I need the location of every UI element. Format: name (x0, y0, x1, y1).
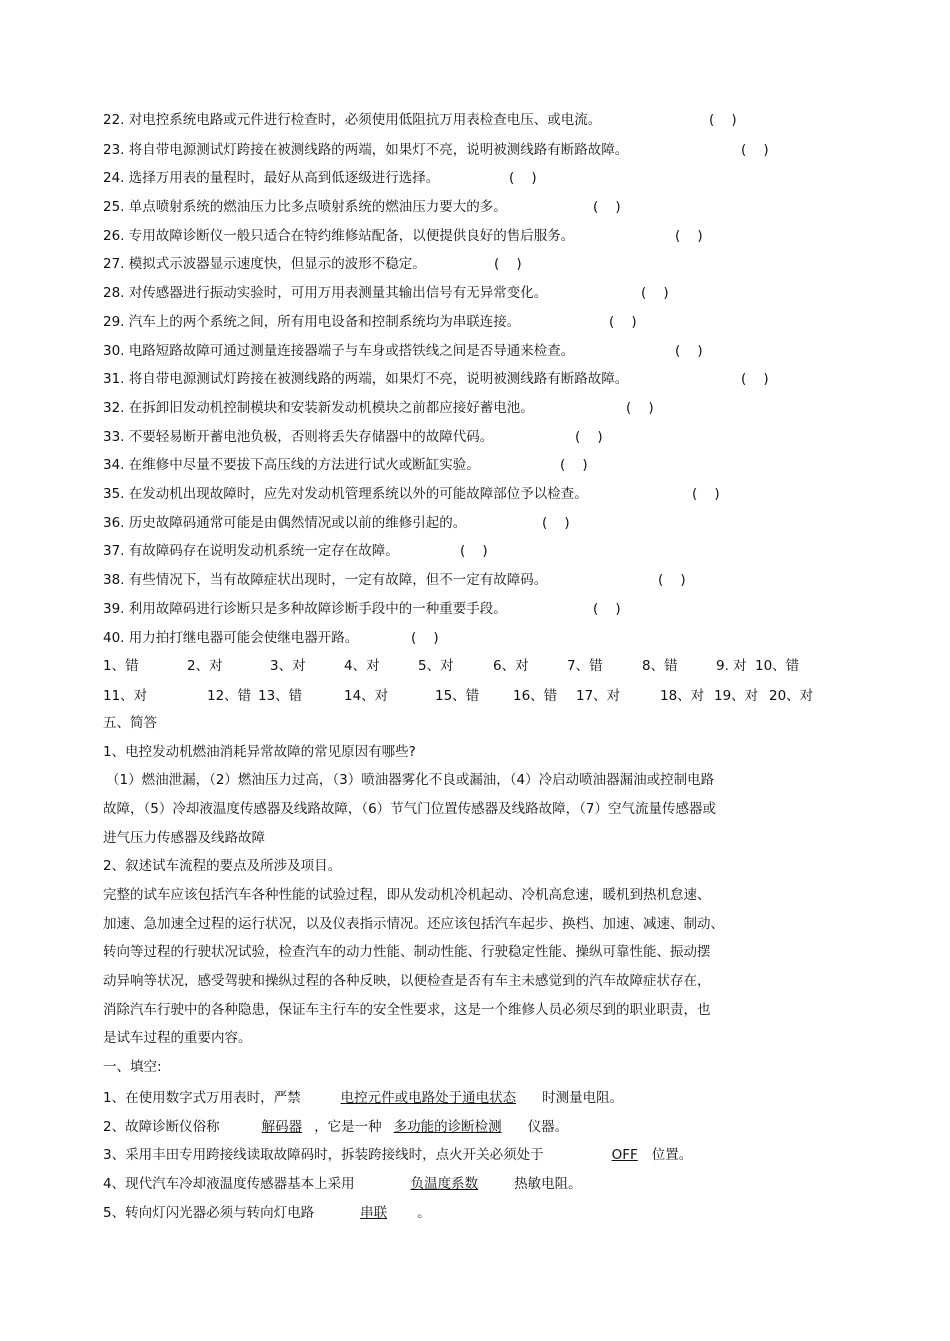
fill-blank: 负温度系数 (410, 1176, 479, 1192)
question-30: 30. 电路短路故障可通过测量连接器端子与车身或搭铁线之间是否导通来检查。 (103, 343, 575, 359)
short-answer-line: 动异响等状况，感受驾驶和操纵过程的各种反映，以便检查是否有车主未感觉到的汽车故障症状存在， (103, 973, 711, 989)
answer-paren: ( ) (609, 314, 637, 330)
answer-key-item: 6、对 (493, 658, 529, 674)
question-38: 38. 有些情况下，当有故障症状出现时，一定有故障，但不一定有故障码。 (103, 572, 548, 588)
fill-blank: 多功能的诊断检测 (393, 1119, 502, 1135)
answer-paren: ( ) (593, 601, 621, 617)
question-34: 34. 在维修中尽量不要拔下高压线的方法进行试火或断缸实验。 (103, 457, 480, 473)
answer-key-item: 3、对 (270, 658, 306, 674)
question-33: 33. 不要轻易断开蓄电池负极，否则将丢失存储器中的故障代码。 (103, 429, 494, 445)
fill-text: 4、现代汽车冷却液温度传感器基本上采用 (103, 1176, 355, 1192)
fill-text: 仪器。 (527, 1119, 569, 1135)
fill-item-2 (103, 1118, 568, 1136)
answer-key-item: 2、对 (187, 658, 223, 674)
short-answer-line: 消除汽车行驶中的各种隐患，保证车主行车的安全性要求，这是一个维修人员必须尽到的职业职责，也 (103, 1002, 711, 1018)
answer-paren: ( ) (460, 543, 488, 559)
short-answer-line: 完整的试车应该包括汽车各种性能的试验过程，即从发动机冷机起动、冷机高怠速，暖机到热机怠速、 (103, 887, 711, 903)
answer-paren: ( ) (658, 572, 686, 588)
answer-paren: ( ) (575, 429, 603, 445)
short-answer-line: 转向等过程的行驶状况试验，检查汽车的动力性能、制动性能、行驶稳定性能、操纵可靠性能、振动摆 (103, 944, 711, 960)
fill-blank: 串联 (360, 1205, 388, 1221)
answer-key-item: 16、错 (513, 688, 558, 704)
question-32: 32. 在拆卸旧发动机控制模块和安装新发动机模块之前都应接好蓄电池。 (103, 400, 534, 416)
fill-item-3 (103, 1146, 692, 1164)
answer-paren: ( ) (675, 228, 703, 244)
question-29: 29. 汽车上的两个系统之间，所有用电设备和控制系统均为串联连接。 (103, 314, 521, 330)
fill-text: 时测量电阻。 (542, 1090, 624, 1106)
answer-paren: ( ) (411, 630, 439, 646)
answer-key-item: 18、对 (660, 688, 705, 704)
section-heading: 五、简答 (103, 715, 157, 731)
answer-key-item: 15、错 (435, 688, 480, 704)
fill-text: 2、故障诊断仪俗称 (103, 1119, 220, 1135)
question-37: 37. 有故障码存在说明发动机系统一定存在故障。 (103, 543, 399, 559)
answer-key-item: 8、错 (642, 658, 678, 674)
answer-key-item: 12、错 (207, 688, 252, 704)
answer-paren: ( ) (560, 457, 588, 473)
short-answer-line: 进气压力传感器及线路故障 (103, 830, 265, 846)
answer-key-item: 19、对 (714, 688, 759, 704)
answer-paren: ( ) (741, 142, 769, 158)
answer-paren: ( ) (494, 256, 522, 272)
short-question-2: 2、叙述试车流程的要点及所涉及项目。 (103, 858, 342, 874)
fill-item-1 (103, 1089, 623, 1107)
answer-key-item: 20、对 (769, 688, 814, 704)
answer-key-item: 1、错 (103, 658, 139, 674)
answer-paren: ( ) (509, 170, 537, 186)
answer-key-item: 5、对 (418, 658, 454, 674)
fill-text: 1、在使用数字式万用表时，严禁 (103, 1090, 301, 1106)
question-35: 35. 在发动机出现故障时，应先对发动机管理系统以外的可能故障部位予以检查。 (103, 486, 588, 502)
question-23: 23. 将自带电源测试灯跨接在被测线路的两端，如果灯不亮，说明被测线路有断路故障。 (103, 142, 629, 158)
answer-paren: ( ) (692, 486, 720, 502)
question-24: 24. 选择万用表的量程时，最好从高到低逐级进行选择。 (103, 170, 440, 186)
fill-item-5 (103, 1204, 431, 1222)
fill-blank: 解码器 (261, 1119, 303, 1135)
question-28: 28. 对传感器进行振动实验时，可用万用表测量其输出信号有无异常变化。 (103, 285, 548, 301)
short-answer-line: 故障，（5）冷却液温度传感器及线路故障，（6）节气门位置传感器及线路故障，（7）空气流量传感器或 (103, 801, 717, 817)
fill-text: 。 (417, 1205, 431, 1221)
answer-paren: ( ) (675, 343, 703, 359)
answer-paren: ( ) (542, 515, 570, 531)
fill-text: 热敏电阻。 (514, 1176, 582, 1192)
fill-text: 5、转向灯闪光器必须与转向灯电路 (103, 1205, 315, 1221)
short-answer-line: （1）燃油泄漏，（2）燃油压力过高，（3）喷油器雾化不良或漏油，（4）冷启动喷油器漏油或控制电路 (106, 772, 715, 788)
answer-key-item: 13、错 (258, 688, 303, 704)
short-question-1: 1、电控发动机燃油消耗异常故障的常见原因有哪些? (103, 744, 416, 760)
answer-key-item: 14、对 (344, 688, 389, 704)
answer-key-item: 4、对 (344, 658, 380, 674)
answer-paren: ( ) (709, 112, 737, 128)
question-25: 25. 单点喷射系统的燃油压力比多点喷射系统的燃油压力要大的多。 (103, 199, 507, 215)
short-answer-line: 是试车过程的重要内容。 (103, 1030, 252, 1046)
short-answer-line: 加速、急加速全过程的运行状况，以及仪表指示情况。还应该包括汽车起步、换档、加速、减速、制动、 (103, 916, 724, 932)
question-39: 39. 利用故障码进行诊断只是多种故障诊断手段中的一种重要手段。 (103, 601, 507, 617)
question-27: 27. 模拟式示波器显示速度快，但显示的波形不稳定。 (103, 256, 426, 272)
question-22: 22. 对电控系统电路或元件进行检查时，必须使用低阻抗万用表检查电压、或电流。 (103, 112, 602, 128)
answer-paren: ( ) (641, 285, 669, 301)
answer-paren: ( ) (626, 400, 654, 416)
fill-blank: OFF (611, 1147, 638, 1163)
answer-key-item: 17、对 (576, 688, 621, 704)
question-36: 36. 历史故障码通常可能是由偶然情况或以前的维修引起的。 (103, 515, 467, 531)
fill-text: ，它是一种 (314, 1119, 382, 1135)
answer-key-item: 7、错 (567, 658, 603, 674)
fill-item-4 (103, 1175, 582, 1193)
section-heading: 一、填空: (103, 1059, 162, 1075)
answer-key-item: 11、对 (103, 688, 148, 704)
answer-key-item: 9. 对 (716, 658, 747, 674)
answer-paren: ( ) (593, 199, 621, 215)
question-31: 31. 将自带电源测试灯跨接在被测线路的两端，如果灯不亮，说明被测线路有断路故障。 (103, 371, 629, 387)
answer-key-item: 10、错 (755, 658, 800, 674)
fill-text: 3、采用丰田专用跨接线读取故障码时，拆装跨接线时，点火开关必须处于 (103, 1147, 544, 1163)
answer-paren: ( ) (741, 371, 769, 387)
fill-text: 位置。 (651, 1147, 693, 1163)
question-40: 40. 用力拍打继电器可能会使继电器开路。 (103, 630, 359, 646)
fill-blank: 电控元件或电路处于通电状态 (340, 1090, 517, 1106)
question-26: 26. 专用故障诊断仪一般只适合在特约维修站配备，以便提供良好的售后服务。 (103, 228, 575, 244)
